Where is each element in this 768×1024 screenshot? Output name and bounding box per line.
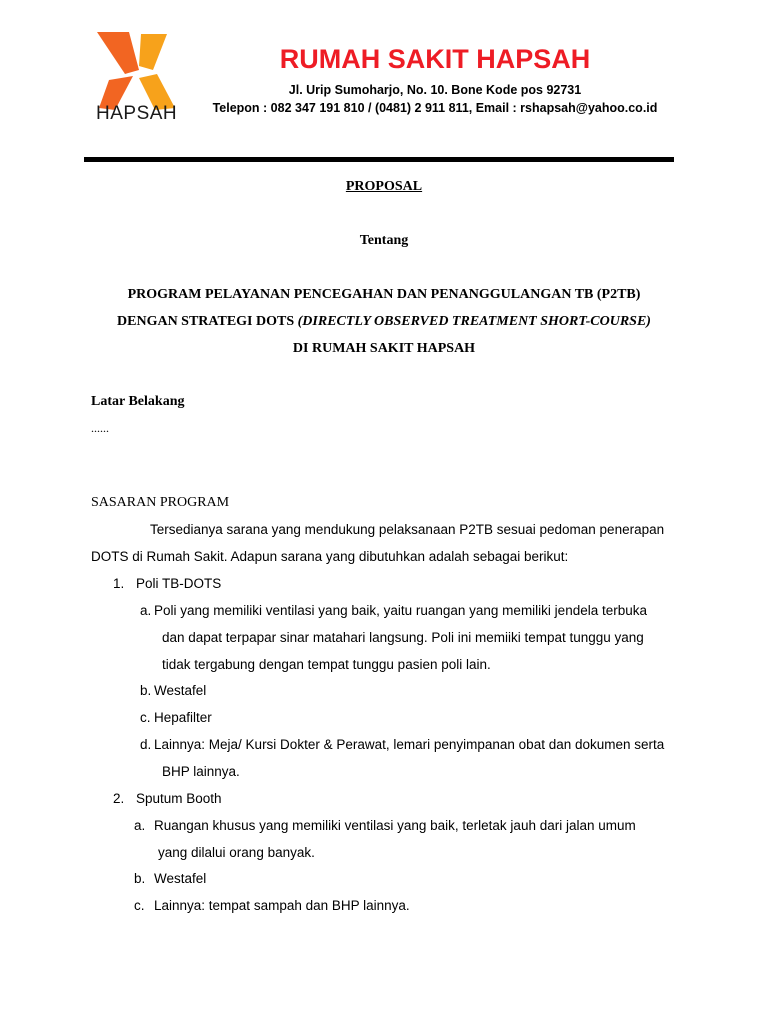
sub-item-letter: b. — [134, 871, 146, 886]
sub-item-text: Lainnya: Meja/ Kursi Dokter & Perawat, lemari penyimpanan obat dan dokumen serta — [154, 737, 665, 752]
list-item-label: Sputum Booth — [136, 791, 222, 806]
title-line-2-italic: (DIRECTLY OBSERVED TREATMENT SHORT-COURSE) — [297, 314, 651, 329]
sasaran-paragraph-line-2: DOTS di Rumah Sakit. Adapun sarana yang dibutuhkan adalah sebagai berikut: — [91, 549, 569, 564]
title-line-2-text: DENGAN STRATEGI DOTS — [117, 314, 298, 329]
sub-item-letter: a. — [134, 818, 146, 833]
title-line-2 — [84, 314, 684, 330]
list-item-number: 1. — [113, 576, 125, 591]
sub-item-letter: c. — [134, 898, 145, 913]
sub-item-text: yang dilalui orang banyak. — [158, 845, 315, 860]
tentang-label: Tentang — [359, 233, 409, 248]
sasaran-heading: SASARAN PROGRAM — [91, 495, 230, 510]
sub-item-letter: b. — [140, 683, 152, 698]
sub-item-text: Westafel — [154, 683, 207, 698]
sub-item-letter: a. — [140, 603, 152, 618]
sub-item-letter: d. — [140, 737, 152, 752]
sub-item-text: BHP lainnya. — [162, 764, 240, 779]
header-divider — [84, 157, 674, 162]
latar-heading: Latar Belakang — [91, 394, 185, 409]
sub-item-text: Lainnya: tempat sampah dan BHP lainnya. — [154, 898, 410, 913]
sub-item-text: Hepafilter — [154, 710, 212, 725]
list-item-number: 2. — [113, 791, 125, 806]
sub-item-text: tidak tergabung dengan tempat tunggu pasien poli lain. — [162, 657, 491, 672]
latar-text: ...... — [91, 421, 109, 435]
hospital-address: Jl. Urip Sumoharjo, No. 10. Bone Kode pos 92731 — [288, 83, 582, 97]
proposal-label: PROPOSAL — [345, 179, 423, 194]
hospital-name: RUMAH SAKIT HAPSAH — [279, 44, 591, 74]
list-item-label: Poli TB-DOTS — [136, 576, 222, 591]
hospital-contact: Telepon : 082 347 191 810 / (0481) 2 911 811, Email : rshapsah@yahoo.co.id — [212, 101, 658, 115]
title-line-3: DI RUMAH SAKIT HAPSAH — [292, 341, 476, 356]
sub-item-text: Ruangan khusus yang memiliki ventilasi yang baik, terletak jauh dari jalan umum — [154, 818, 636, 833]
sub-item-letter: c. — [140, 710, 151, 725]
sub-item-text: Westafel — [154, 871, 207, 886]
sub-item-text: dan dapat terpapar sinar matahari langsung. Poli ini memiiki tempat tunggu yang — [162, 630, 644, 645]
logo-wordmark: HAPSAH — [96, 103, 178, 124]
sasaran-paragraph-line-1: Tersedianya sarana yang mendukung pelaksanaan P2TB sesuai pedoman penerapan — [150, 522, 665, 537]
title-line-1: PROGRAM PELAYANAN PENCEGAHAN DAN PENANGGULANGAN TB (P2TB) — [127, 287, 641, 302]
sub-item-text: Poli yang memiliki ventilasi yang baik, yaitu ruangan yang memiliki jendela terbuka — [154, 603, 648, 618]
